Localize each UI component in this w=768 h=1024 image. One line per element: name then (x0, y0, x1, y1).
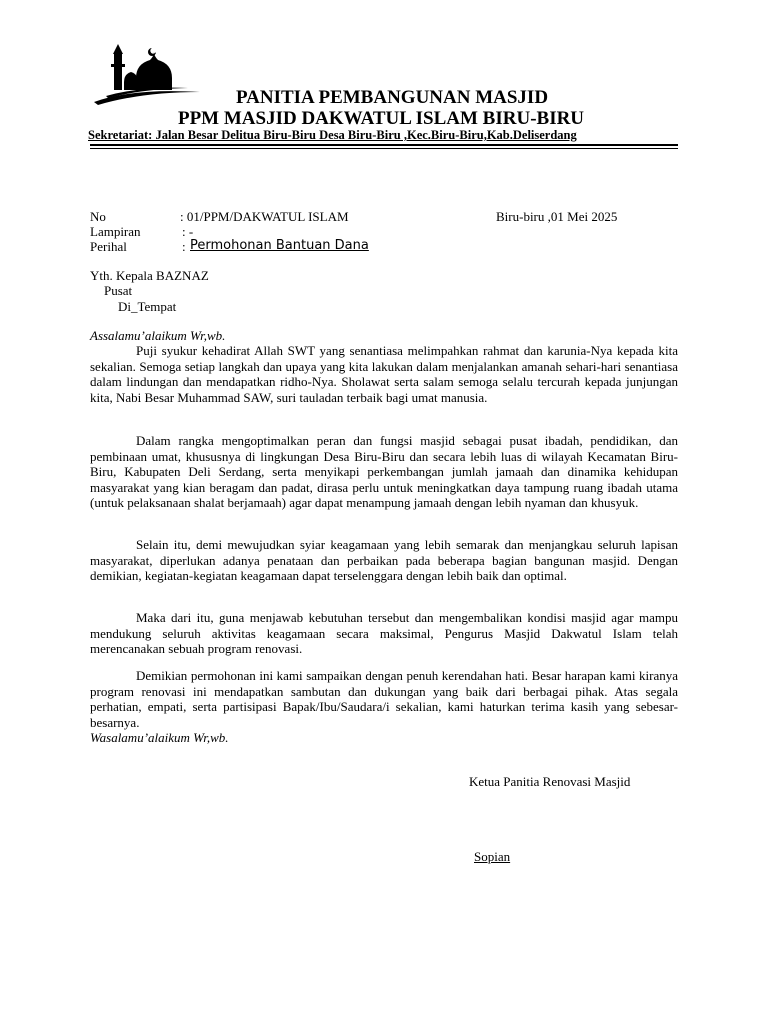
header-title-line2: PPM MASJID DAKWATUL ISLAM BIRU-BIRU (177, 108, 585, 129)
paragraph-3 (90, 537, 678, 584)
no-value: : 01/PPM/DAKWATUL ISLAM (180, 209, 349, 224)
paragraph-2-text: Dalam rangka mengoptimalkan peran dan fungsi masjid sebagai pusat ibadah, pendidikan, dan pembinaan umat, khususnya di lingkungan Desa Biru-Biru dan secara lebih luas di wilayah Kecamatan Biru-Biru, Kabupaten Deli Serdang, serta menyikapi perkembangan jumlah jamaah dan dinamika kehidupan masyarakat yang kian beragam dan padat, dirasa perlu untuk meningkatkan daya tampung ruang ibadah utama (untuk pelaksanaan shalat berjamaah) agar dapat menampung jamaah dengan lebih nyaman dan khusyuk. (90, 433, 678, 511)
lampiran-label: Lampiran (90, 224, 141, 239)
paragraph-1 (90, 343, 678, 405)
paragraph-4 (90, 610, 678, 657)
header-divider-thin (90, 148, 678, 149)
lampiran-value: : - (182, 224, 194, 239)
header-title-line1: PANITIA PEMBANGUNAN MASJID (235, 87, 549, 108)
paragraph-2 (90, 433, 678, 511)
paragraph-5 (90, 668, 678, 730)
paragraph-1-text: Puji syukur kehadirat Allah SWT yang senantiasa melimpahkan rahmat dan karunia-Nya kepada kita sekalian. Semoga setiap langkah dan upaya yang kita lakukan dalam menjalankan amanah sehari-hari senantiasa dalam lindungan dan mendapatkan ridho-Nya. Sholawat serta salam semoga selalu tercurah kepada junjungan kita, Nabi Besar Muhammad SAW, suri tauladan terbaik bagi umat manusia. (90, 343, 678, 405)
perihal-label: Perihal (90, 239, 127, 254)
signature-title: Ketua Panitia Renovasi Masjid (469, 774, 631, 789)
recipient-line3: Di_Tempat (118, 299, 177, 314)
paragraph-3-text: Selain itu, demi mewujudkan syiar keagamaan yang lebih semarak dan menjangkau seluruh lapisan masyarakat, diperlukan adanya penataan dan perbaikan pada beberapa bagian bangunan masjid. Dengan demikian, kegiatan-kegiatan keagamaan dapat terselenggara dengan lebih baik dan optimal. (90, 537, 678, 584)
secretariat-address: Sekretariat: Jalan Besar Delitua Biru-Biru Desa Biru-Biru ,Kec.Biru-Biru,Kab.Deliserdang (88, 128, 577, 142)
perihal-colon: : (182, 239, 186, 254)
paragraph-4-text: Maka dari itu, guna menjawab kebutuhan tersebut dan mengembalikan kondisi masjid agar mampu mendukung seluruh aktivitas keagamaan secara maksimal, Pengurus Masjid Dakwatul Islam telah merencanakan sebuah program renovasi. (90, 610, 678, 657)
no-label: No (90, 209, 106, 224)
recipient-line1: Yth. Kepala BAZNAZ (90, 268, 209, 283)
paragraph-5-text: Demikian permohonan ini kami sampaikan dengan penuh kerendahan hati. Besar harapan kami kiranya program renovasi ini mendapatkan sambutan dan dukungan yang baik dari berbagai pihak. Atas segala perhatian, empati, serta partisipasi Bapak/Ibu/Saudara/i sekalian, kami haturkan terima kasih yang sebesar-besarnya. (90, 668, 678, 730)
signature-name: Sopian (474, 849, 511, 864)
perihal-subject: Permohonan Bantuan Dana (190, 238, 369, 253)
recipient-line2: Pusat (104, 283, 133, 298)
place-date: Biru-biru ,01 Mei 2025 (496, 209, 618, 224)
greeting: Assalamu’alaikum Wr,wb. (90, 328, 226, 343)
closing-greeting: Wasalamu’alaikum Wr,wb. (90, 730, 229, 745)
header-divider-thick (90, 144, 678, 146)
